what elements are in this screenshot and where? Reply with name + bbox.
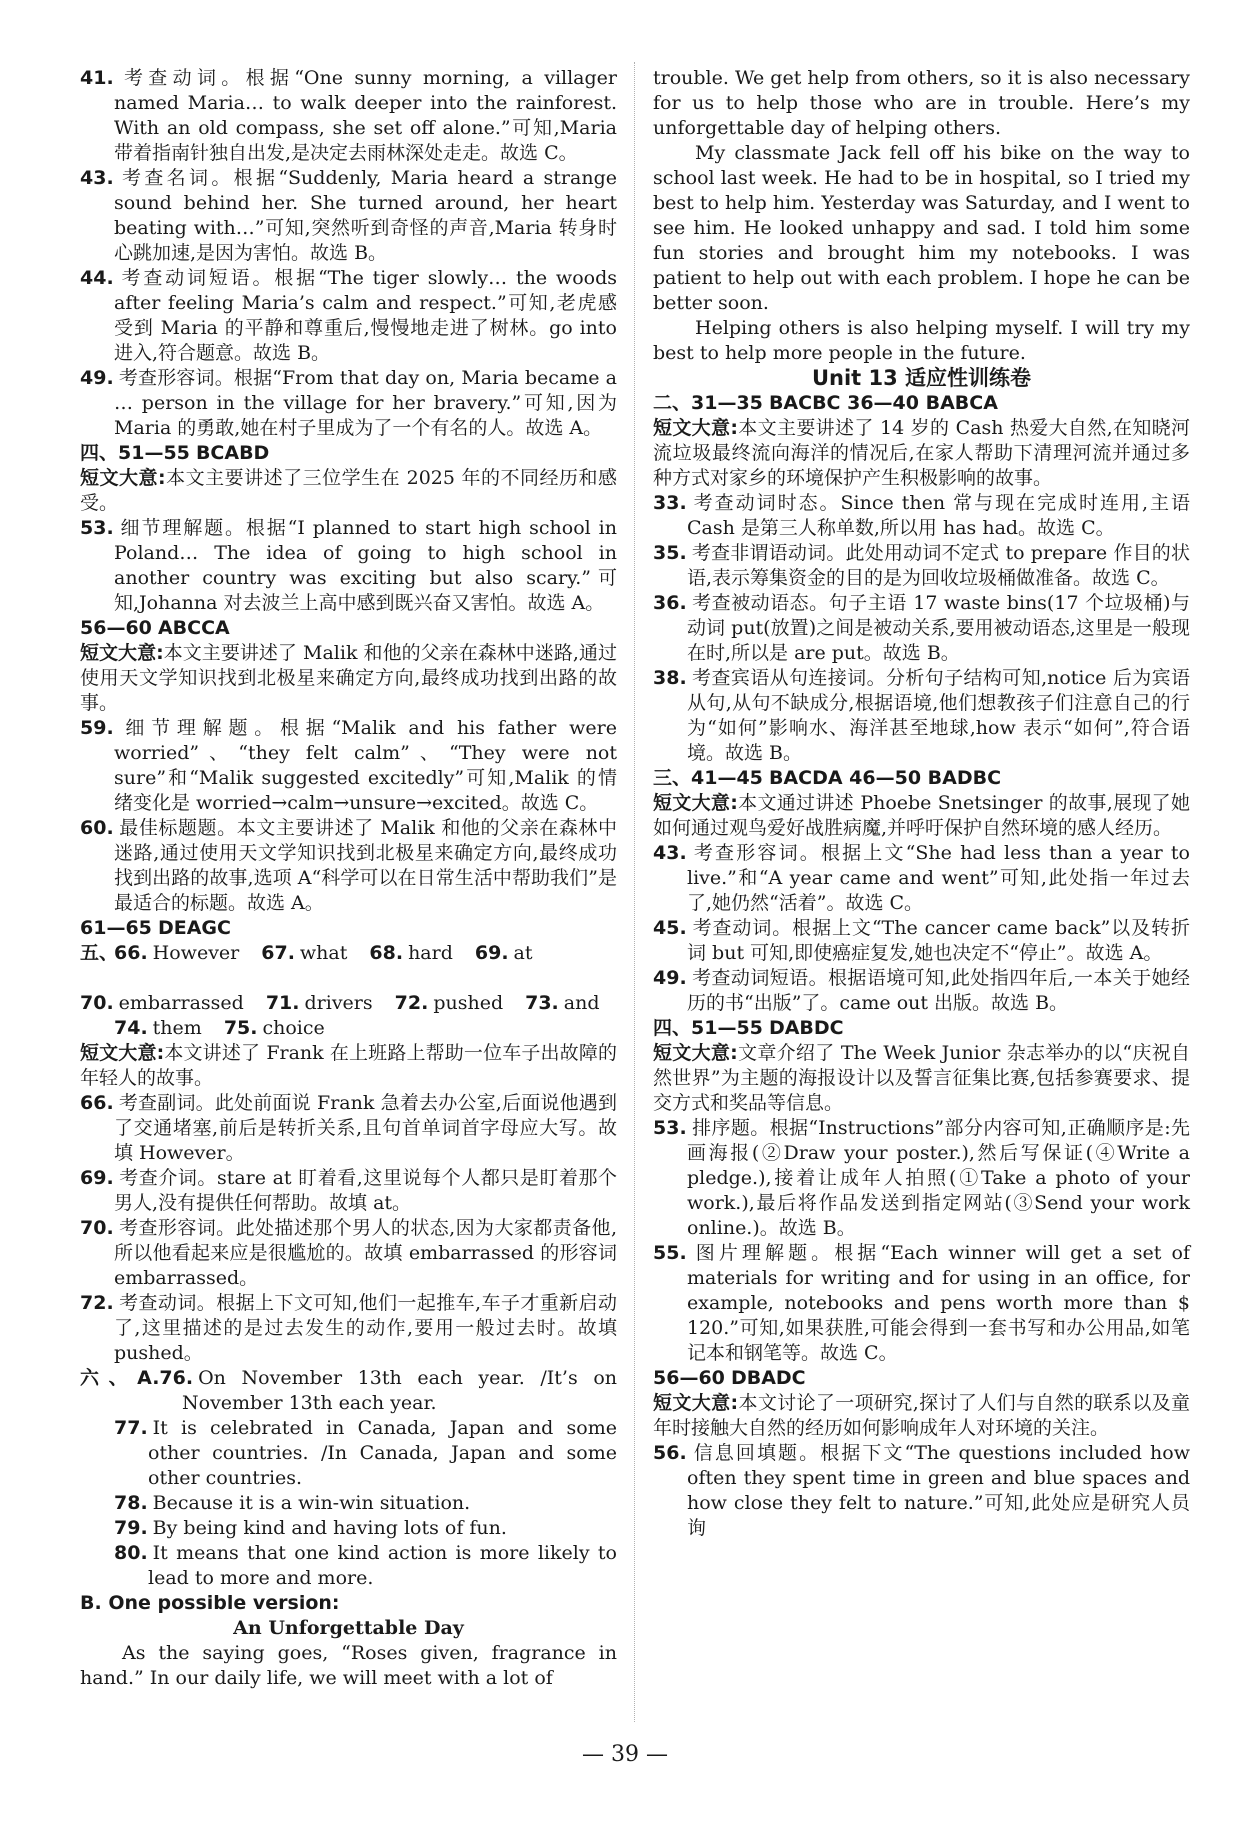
question-explanation [80,1216,617,1291]
explanation-text: 考查动词短语。根据语境可知,此处指四年后,一本关于她经历的书“出版”了。came out 出版。故选 B。 [687,967,1190,1014]
question-explanation [653,1441,1190,1541]
summary-text: 本文主要讲述了 14 岁的 Cash 热爱大自然,在知晓河流垃圾最终流向海洋的情况后,在家人帮助下清理河流并通过多种方式对家乡的环境保护产生积极影响的故事。 [653,417,1190,489]
question-number: 73. [525,992,559,1014]
question-number: 60. [80,817,114,839]
explanation-text: 考查名词。根据“Suddenly, Maria heard a strange sound behind her. She turned around, her heart beating with…”可知,突然听到奇怪的声音,Maria 转身时心跳加速,是因为害怕。故选 B。 [114,167,617,264]
answer-item [80,1366,617,1416]
question-number: 74. [114,1017,148,1039]
passage-summary [653,1041,1190,1116]
explanation-text: 考查形容词。根据“From that day on, Maria became a … person in the village for her bravery.”可知,因为 Maria 的勇敢,她在村子里成为了一个有名的人。故选 A。 [114,367,617,439]
answer-item [80,1541,617,1591]
question-number: 43. [80,167,114,189]
summary-text: 本文通过讲述 Phoebe Snetsinger 的故事,展现了她如何通过观鸟爱好战胜病魔,并呼吁保护自然环境的感人经历。 [653,792,1190,839]
answer-item [395,992,503,1014]
explanation-text: 细节理解题。根据“I planned to start high school in Poland… The idea of going to high school in another country was exciting but also scary.”可知,Johanna 对去波兰上高中感到既兴奋又害怕。故选 A。 [114,517,617,614]
question-number: 36. [653,592,687,614]
unit-title: Unit 13 适应性训练卷 [811,366,1032,390]
answer-range: 56—60 [653,1367,725,1389]
answer-text: It is celebrated in Canada, Japan and some other countries. /In Canada, Japan and some other countries. [148,1417,617,1489]
question-number: 49. [80,367,114,389]
answer-item [80,1516,617,1541]
explanation-text: 考查宾语从句连接词。分析句子结构可知,notice 后为宾语从句,从句不缺成分,根据语境,他们想教孩子们注意自己的行为“如何”影响水、海洋甚至地球,how 表示“如何”,符合语境。故选 B。 [687,667,1190,764]
question-number: 77. [114,1417,148,1439]
answer-word: embarrassed [118,992,244,1014]
question-number: 68. [369,942,404,964]
essay-paragraph: As the saying goes, “Roses given, fragrance in hand.” In our daily life, we will meet with a lot of [80,1642,617,1689]
question-number: 53. [653,1117,687,1139]
question-number: 69. [474,942,509,964]
answer-letters: DABDC [768,1017,844,1039]
essay-title: An Unforgettable Day [233,1617,464,1639]
passage-summary [653,791,1190,841]
answer-word: and [563,992,600,1014]
explanation-text: 考查形容词。根据上文“She had less than a year to live.”和“A year came and went”可知,此处指一年过去了,她仍然“活着”。故选 C。 [687,842,1190,914]
answer-word: hard [408,942,453,964]
explanation-text: 排序题。根据“Instructions”部分内容可知,正确顺序是:先画海报(②Draw your poster.),然后写保证(④Write a pledge.),接着让成年人拍照(①Take a photo of your work.),最后将作品发送到指定网站(③Send your work online.)。故选 B。 [687,1117,1190,1239]
answer-text: On November 13th each year. /It’s on November 13th each year. [182,1367,617,1414]
essay-paragraph: Helping others is also helping myself. I will try my best to help more people in the future. [653,317,1190,364]
summary-label: 短文大意: [80,642,164,664]
answer-key [80,441,617,466]
answer-letters: ABCCA [157,617,230,639]
answer-row [80,1016,617,1041]
passage-summary [653,416,1190,491]
answer-item [114,1017,202,1039]
answer-row [80,941,617,966]
answer-letters: BACBC 36—40 BABCA [768,392,998,414]
summary-text: 本文主要讲述了三位学生在 2025 年的不同经历和感受。 [80,467,617,514]
question-explanation [653,916,1190,966]
explanation-text: 图片理解题。根据“Each winner will get a set of materials for writing and for using in an office, for example, notebooks and pens worth more than $ 120.”可知,如果获胜,可能会得到一套书写和办公用品,如笔记本和钢笔等。故选 C。 [687,1242,1190,1364]
explanation-text: 考查介词。stare at 盯着看,这里说每个人都只是盯着那个男人,没有提供任何帮助。故填 at。 [114,1167,617,1214]
summary-label: 短文大意: [653,792,738,814]
question-number: 70. [80,992,114,1014]
passage-summary [80,466,617,516]
answer-range: 二、31—35 [653,392,763,414]
answer-range: 56—60 [80,617,152,639]
answer-word: what [299,942,348,964]
essay-paragraph: trouble. We get help from others, so it is also necessary for us to help those who are in trouble. Here’s my unforgettable day of helping others. [653,67,1190,139]
answer-text: Because it is a win-win situation. [152,1492,471,1514]
answer-item [525,992,599,1014]
passage-summary [80,1041,617,1091]
question-explanation [80,166,617,266]
explanation-text: 考查动词。根据上文“The cancer came back”以及转折词 but 可知,即使癌症复发,她也决定不“停止”。故选 A。 [687,917,1190,964]
question-number: 79. [114,1517,148,1539]
question-number: 80. [114,1542,148,1564]
question-number: 41. [80,67,114,89]
answer-key [653,766,1190,791]
question-number: 67. [261,942,295,964]
explanation-text: 考查副词。此处前面说 Frank 急着去办公室,后面说他遇到了交通堵塞,前后是转折关系,且句首单词首字母应大写。故填 However。 [114,1092,617,1164]
question-number: 六、A.76. [80,1367,194,1389]
answer-key [653,1366,1190,1391]
question-explanation [653,841,1190,916]
answer-word: them [152,1017,202,1039]
answer-letters: DBADC [730,1367,806,1389]
answer-word: pushed [433,992,504,1014]
question-number: 69. [80,1167,114,1189]
question-number: 38. [653,667,687,689]
answer-key [80,616,617,641]
question-explanation [653,591,1190,666]
summary-text: 本文主要讲述了 Malik 和他的父亲在森林中迷路,通过使用天文学知识找到北极星来确定方向,最终成功找到出路的故事。 [80,642,617,714]
question-number: 55. [653,1242,687,1264]
answer-key [653,1016,1190,1041]
summary-text: 文章介绍了 The Week Junior 杂志举办的以“庆祝自然世界”为主题的海报设计以及誓言征集比赛,包括参赛要求、提交方式和奖品等信息。 [653,1042,1190,1114]
answer-item [475,942,533,964]
question-number: 66. [114,942,148,964]
passage-summary [80,641,617,716]
answer-word: drivers [304,992,373,1014]
question-explanation [80,816,617,916]
essay-paragraph: My classmate Jack fell off his bike on the way to school last week. He had to be in hospital, so I tried my best to help him. Yesterday was Saturday, and I went to see him. He looked unhappy and sad. I told him some fun stories and brought him my notebooks. I was patient to help out with each problem. I hope he can be better soon. [653,142,1190,314]
question-explanation [80,66,617,166]
question-number: 35. [653,542,687,564]
answer-range: 61—65 [80,917,152,939]
right-column [653,66,1190,1541]
question-number: 72. [394,992,429,1014]
question-explanation [653,541,1190,591]
summary-label: 短文大意: [80,467,166,489]
answer-row [80,966,617,1016]
question-number: 56. [653,1442,687,1464]
question-number: 59. [80,717,114,739]
question-number: 70. [80,1217,114,1239]
explanation-text: 考查动词。根据“One sunny morning, a villager named Maria… to walk deeper into the rainforest. With an old compass, she set off alone.”可知,Maria 带着指南针独自出发,是决定去雨林深处走走。故选 C。 [114,67,617,164]
question-number: 66. [80,1092,114,1114]
explanation-text: 考查非谓语动词。此处用动词不定式 to prepare 作目的状语,表示筹集资金的目的是为回收垃圾桶做准备。故选 C。 [687,542,1190,589]
question-explanation [80,516,617,616]
question-number: 75. [223,1017,258,1039]
question-number: 72. [80,1292,114,1314]
answer-word: at [513,942,533,964]
answer-range: 四、51—55 [80,442,190,464]
question-number: 71. [265,992,300,1014]
answer-item [80,992,244,1014]
question-number: 53. [80,517,114,539]
question-explanation [80,1091,617,1166]
question-explanation [653,666,1190,766]
answer-item [266,992,373,1014]
question-explanation [653,1116,1190,1241]
summary-label: 短文大意: [653,1042,738,1064]
question-number: 78. [114,1492,148,1514]
answer-item [80,1416,617,1491]
answer-range: 三、41—45 [653,767,763,789]
passage-summary [653,1391,1190,1441]
question-number: 33. [653,492,687,514]
answer-letters: BCABD [195,442,270,464]
explanation-text: 考查动词短语。根据“The tiger slowly… the woods after feeling Maria’s calm and respect.”可知,老虎感受到 Maria 的平静和尊重后,慢慢地走进了树林。go into 进入,符合题意。故选 B。 [114,267,617,364]
explanation-text: 最佳标题题。本文主要讲述了 Malik 和他的父亲在森林中迷路,通过使用天文学知识找到北极星来确定方向,最终成功找到出路的故事,选项 A“科学可以在日常生活中帮助我们”是最适合的标题。故选 A。 [114,817,617,914]
question-number: 49. [653,967,687,989]
summary-text: 本文讲述了 Frank 在上班路上帮助一位车子出故障的年轻人的故事。 [80,1042,617,1089]
answer-item [80,1491,617,1516]
page-number: — 39 — [582,1742,668,1767]
summary-text: 本文讨论了一项研究,探讨了人们与自然的联系以及童年时接触大自然的经历如何影响成年人对环境的关注。 [653,1392,1190,1439]
answer-text: It means that one kind action is more likely to lead to more and more. [148,1542,617,1589]
section-prefix: 五、 [80,942,119,964]
answer-key [80,916,617,941]
question-number: 45. [653,917,687,939]
column-divider [634,62,635,1722]
answer-range: 四、51—55 [653,1017,763,1039]
section-label: B. One possible version: [80,1592,340,1614]
question-explanation [80,366,617,441]
answer-item [261,942,347,964]
question-explanation [653,491,1190,541]
explanation-text: 信息回填题。根据下文“The questions included how often they spent time in green and blue spaces and how close they felt to nature.”可知,此处应是研究人员询 [687,1442,1190,1539]
explanation-text: 细节理解题。根据“Malik and his father were worried”、“they felt calm”、“They were not sure”和“Malik suggested excitedly”可知,Malik 的情绪变化是 worried→calm→unsure→excited。故选 C。 [114,717,617,814]
question-explanation [80,716,617,816]
explanation-text: 考查动词时态。Since then 常与现在完成时连用,主语 Cash 是第三人称单数,所以用 has had。故选 C。 [687,492,1190,539]
answer-word: choice [262,1017,325,1039]
question-explanation [80,1291,617,1366]
question-explanation [80,1166,617,1216]
answer-key [653,391,1190,416]
explanation-text: 考查动词。根据上下文可知,他们一起推车,车子才重新启动了,这里描述的是过去发生的动作,要用一般过去时。故填 pushed。 [114,1292,617,1364]
answer-text: By being kind and having lots of fun. [152,1517,507,1539]
explanation-text: 考查形容词。此处描述那个男人的状态,因为大家都责备他,所以他看起来应是很尴尬的。故填 embarrassed 的形容词 embarrassed。 [114,1217,617,1289]
question-number: 44. [80,267,114,289]
answer-item [114,942,239,964]
explanation-text: 考查被动语态。句子主语 17 waste bins(17 个垃圾桶)与动词 put(放置)之间是被动关系,要用被动语态,这里是一般现在时,所以是 are put。故选 B。 [687,592,1190,664]
question-explanation [653,966,1190,1016]
answer-item [224,1017,325,1039]
left-column [80,66,617,1691]
question-explanation [80,266,617,366]
summary-label: 短文大意: [653,1392,739,1414]
answer-item [369,942,452,964]
summary-label: 短文大意: [653,417,738,439]
answer-word: However [152,942,240,964]
answer-letters: DEAGC [157,917,231,939]
question-explanation [653,1241,1190,1366]
answer-letters: BACDA 46—50 BADBC [768,767,1002,789]
question-number: 43. [653,842,687,864]
summary-label: 短文大意: [80,1042,165,1064]
